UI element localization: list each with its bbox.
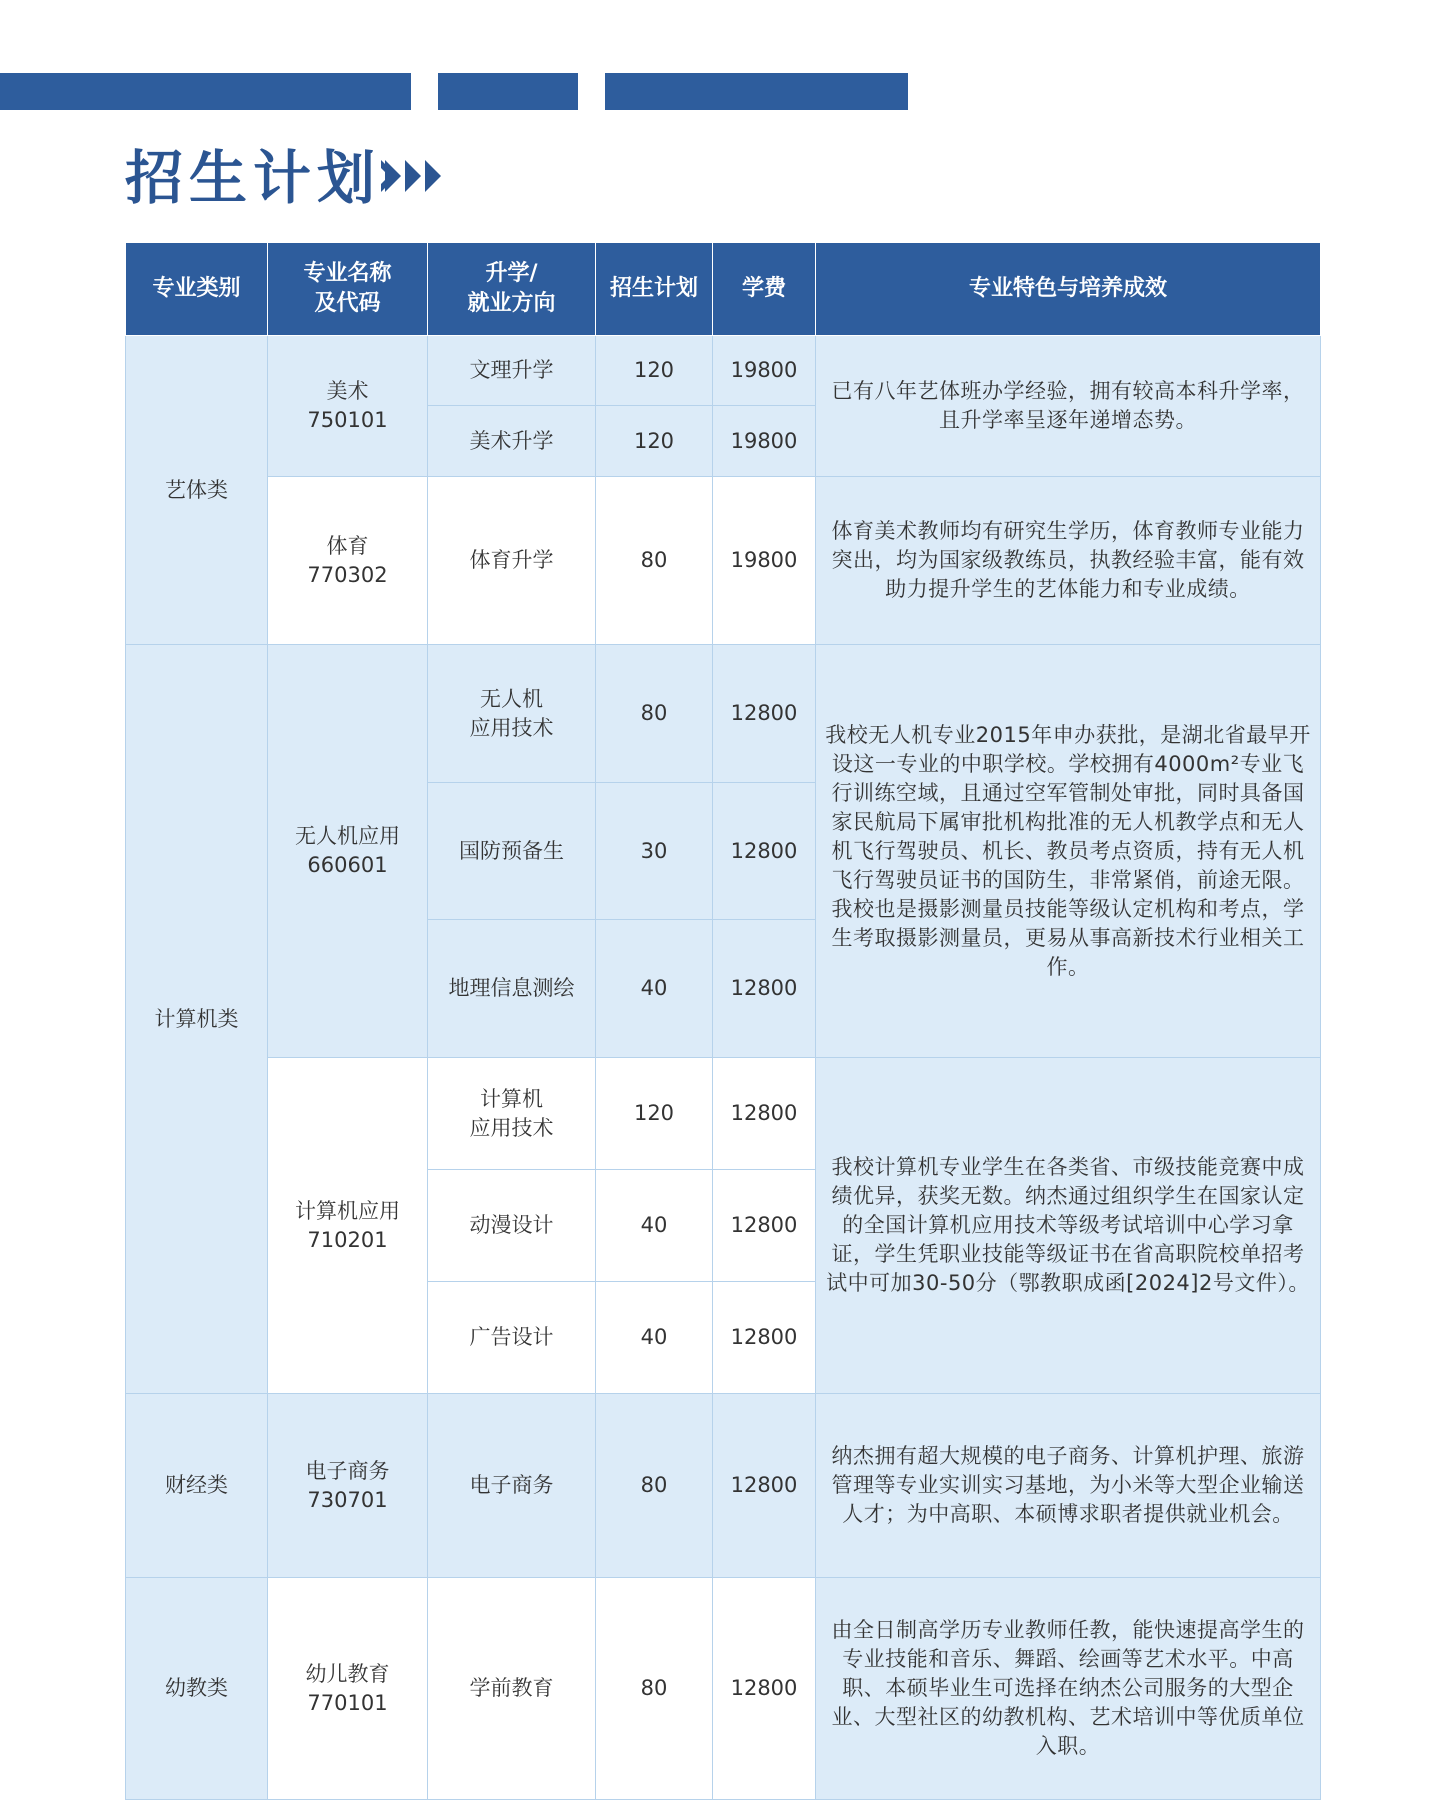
header-bar-right [605, 73, 908, 110]
feature-cell: 体育美术教师均有研究生学历，体育教师专业能力突出，均为国家级教练员，执教经验丰富，能有效助力提升学生的艺体能力和专业成绩。 [816, 477, 1321, 645]
major-code: 730701 [307, 1487, 388, 1512]
major-name: 幼儿教育 [305, 1661, 390, 1686]
major-cell [268, 645, 428, 1058]
major-code: 770302 [307, 562, 388, 587]
table-row [126, 1578, 1321, 1800]
fee-cell: 19800 [713, 477, 816, 645]
plan-cell: 80 [596, 1394, 713, 1578]
fee-cell: 12800 [713, 1578, 816, 1800]
direction-cell: 国防预备生 [428, 783, 596, 920]
header-bar-middle [438, 73, 578, 110]
category-cell: 幼教类 [126, 1578, 268, 1800]
direction-cell: 美术升学 [428, 406, 596, 477]
major-name: 无人机应用 [295, 824, 400, 848]
page-title: 招生计划 [125, 144, 382, 212]
direction-line1: 无人机 [480, 686, 543, 711]
major-name: 美术 [326, 379, 369, 403]
table-row [126, 1058, 1321, 1170]
feature-cell: 由全日制高学历专业教师任教，能快速提高学生的专业技能和音乐、舞蹈、绘画等艺术水平。中高职、本硕毕业生可选择在纳杰公司服务的大型企业、大型社区的幼教机构、艺术培训中等优质单位入职。 [816, 1578, 1321, 1800]
direction-cell: 广告设计 [428, 1282, 596, 1394]
major-name: 计算机应用 [295, 1198, 400, 1223]
table-row [126, 336, 1321, 406]
header-direction [428, 243, 596, 336]
fee-cell: 12800 [713, 645, 816, 783]
major-code: 710201 [307, 1227, 388, 1252]
feature-cell: 我校计算机专业学生在各类省、市级技能竞赛中成绩优异，获奖无数。纳杰通过组织学生在国家认定的全国计算机应用技术等级考试培训中心学习拿证，学生凭职业技能等级证书在省高职院校单招考试中可加30-50分（鄂教职成函[2024]2号文件）。 [816, 1058, 1321, 1394]
direction-cell: 地理信息测绘 [428, 920, 596, 1058]
header-category: 专业类别 [126, 243, 268, 336]
plan-cell: 40 [596, 1170, 713, 1282]
table-header-row [126, 243, 1321, 336]
direction-line2: 应用技术 [469, 715, 554, 740]
plan-cell: 80 [596, 477, 713, 645]
major-cell [268, 1394, 428, 1578]
enrollment-plan-table [125, 242, 1321, 1800]
fee-cell: 19800 [713, 336, 816, 406]
major-cell [268, 1578, 428, 1800]
fee-cell: 12800 [713, 1282, 816, 1394]
plan-cell: 30 [596, 783, 713, 920]
direction-cell: 体育升学 [428, 477, 596, 645]
fee-cell: 12800 [713, 920, 816, 1058]
header-fee: 学费 [713, 243, 816, 336]
header-direction-line2: 就业方向 [467, 291, 556, 316]
fee-cell: 12800 [713, 1170, 816, 1282]
category-cell: 财经类 [126, 1394, 268, 1578]
major-code: 750101 [307, 408, 388, 432]
plan-cell: 80 [596, 1578, 713, 1800]
major-code: 660601 [307, 853, 388, 877]
header-major-line2: 及代码 [314, 291, 381, 316]
plan-cell: 120 [596, 406, 713, 477]
major-cell [268, 336, 428, 477]
direction-line2: 应用技术 [469, 1115, 554, 1140]
major-code: 770101 [307, 1690, 388, 1715]
header-bar-left [0, 73, 411, 110]
feature-cell: 我校无人机专业2015年申办获批，是湖北省最早开设这一专业的中职学校。学校拥有4000m²专业飞行训练空域，且通过空军管制处审批，同时具备国家民航局下属审批机构批准的无人机教学点和无人机飞行驾驶员、机长、教员考点资质，持有无人机飞行驾驶员证书的国防生，非常紧俏，前途无限。我校也是摄影测量员技能等级认定机构和考点，学生考取摄影测量员，更易从事高新技术行业相关工作。 [816, 645, 1321, 1058]
fee-cell: 12800 [713, 783, 816, 920]
triple-chevron-right-icon [381, 158, 449, 194]
major-cell [268, 1058, 428, 1394]
major-cell [268, 477, 428, 645]
table-row [126, 477, 1321, 645]
fee-cell: 12800 [713, 1394, 816, 1578]
direction-cell [428, 645, 596, 783]
fee-cell: 12800 [713, 1058, 816, 1170]
direction-cell: 学前教育 [428, 1578, 596, 1800]
plan-cell: 80 [596, 645, 713, 783]
plan-cell: 40 [596, 920, 713, 1058]
major-name: 电子商务 [305, 1458, 390, 1483]
plan-cell: 120 [596, 336, 713, 406]
feature-cell: 纳杰拥有超大规模的电子商务、计算机护理、旅游管理等专业实训实习基地，为小米等大型企业输送人才；为中高职、本硕博求职者提供就业机会。 [816, 1394, 1321, 1578]
direction-cell: 文理升学 [428, 336, 596, 406]
plan-cell: 40 [596, 1282, 713, 1394]
category-cell: 艺体类 [126, 336, 268, 645]
header-feature: 专业特色与培养成效 [816, 243, 1321, 336]
header-plan: 招生计划 [596, 243, 713, 336]
table-row [126, 1394, 1321, 1578]
header-direction-line1: 升学/ [485, 261, 538, 286]
direction-cell: 电子商务 [428, 1394, 596, 1578]
major-name: 体育 [326, 533, 369, 558]
feature-cell: 已有八年艺体班办学经验，拥有较高本科升学率，且升学率呈逐年递增态势。 [816, 336, 1321, 477]
fee-cell: 19800 [713, 406, 816, 477]
table-row [126, 645, 1321, 783]
direction-cell [428, 1058, 596, 1170]
category-cell: 计算机类 [126, 645, 268, 1394]
header-major-line1: 专业名称 [303, 261, 392, 286]
header-major [268, 243, 428, 336]
direction-line1: 计算机 [480, 1086, 543, 1111]
direction-cell: 动漫设计 [428, 1170, 596, 1282]
plan-cell: 120 [596, 1058, 713, 1170]
